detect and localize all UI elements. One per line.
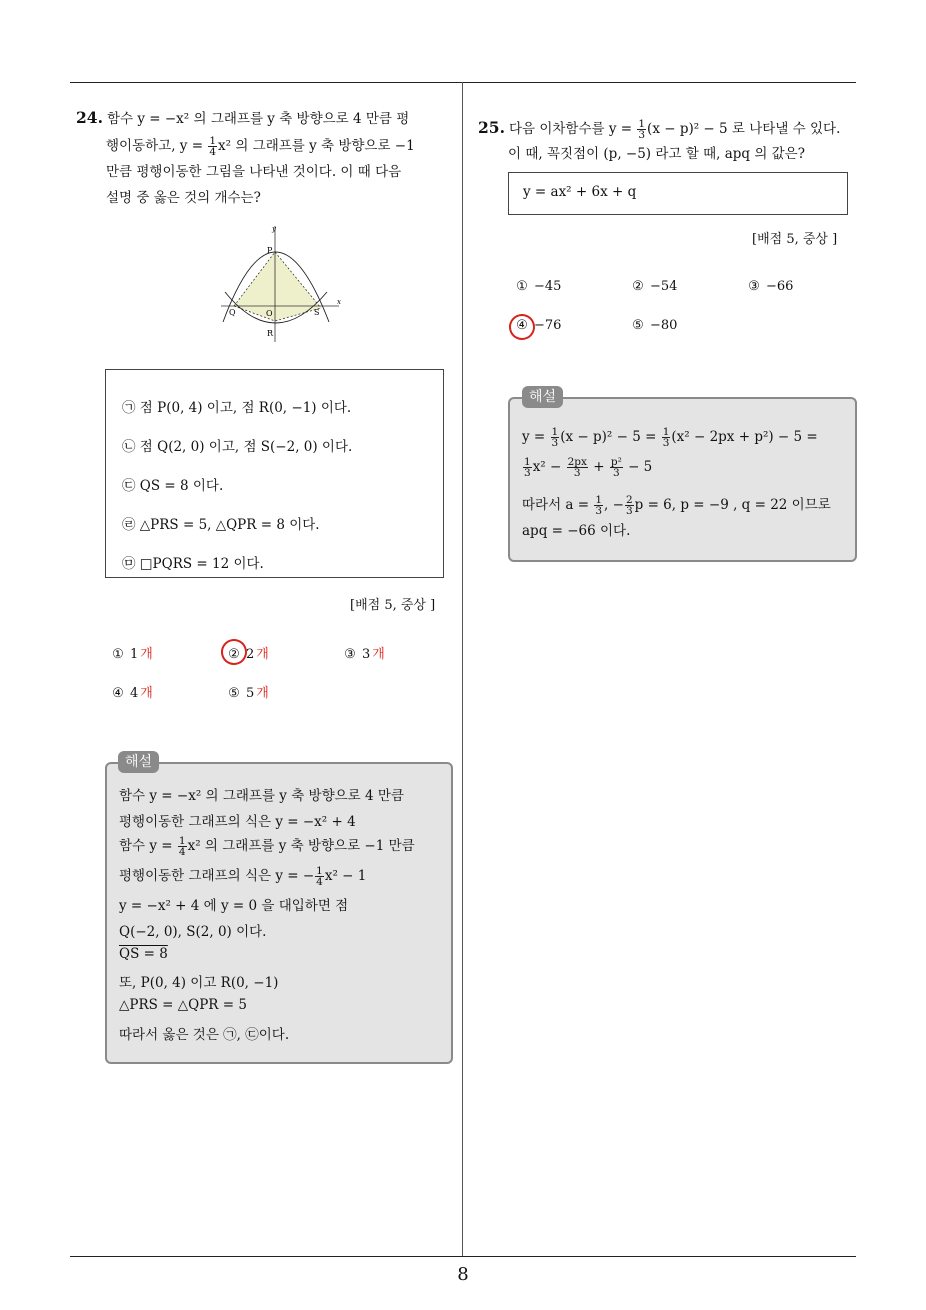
frac-numerator: 2px [567, 456, 587, 468]
sol24-line-4 [119, 864, 366, 887]
sol25-line-3 [522, 493, 831, 516]
graph-label-o: O [266, 309, 273, 318]
q24-statement-box [105, 369, 444, 578]
q24-number: 24. [76, 108, 103, 127]
frac-numerator: 2 [625, 494, 633, 506]
fraction [523, 457, 532, 478]
sol24-line-9: △PRS = △QPR = 5 [119, 997, 247, 1013]
choice-value: 4 [130, 686, 139, 701]
q24-choice-1[interactable] [110, 643, 153, 662]
q24-line-4: 설명 중 옳은 것의 개수는? [106, 190, 261, 206]
choice-value: −76 [534, 318, 562, 333]
choice-number: ⑤ [228, 686, 240, 701]
footer-rule [70, 1256, 856, 1257]
choice-value: −45 [534, 279, 562, 294]
frac-numerator: 1 [662, 426, 670, 438]
q24-difficulty: [배점 5, 중상 ] [350, 598, 436, 613]
frac-numerator: 1 [178, 835, 186, 847]
q24-text-2a: 행이동하고, y = [106, 138, 208, 154]
choice-value: −54 [650, 279, 678, 294]
choice-unit: 개 [140, 647, 153, 662]
choice-number: ③ [344, 647, 356, 662]
answer-mark-circle [218, 636, 250, 668]
fraction [625, 495, 634, 516]
sol24-line-5: y = −x² + 4 에 y = 0 을 대입하면 점 [119, 898, 349, 914]
frac-numerator: 1 [524, 456, 531, 468]
q25-number: 25. [478, 118, 505, 137]
fraction [315, 866, 324, 887]
column-divider [462, 82, 463, 1256]
text: − 5 [623, 459, 653, 475]
fraction [178, 836, 187, 857]
answer-mark-circle [506, 311, 538, 343]
q25-formula-box [508, 172, 848, 215]
q25-fraction [637, 119, 646, 140]
q25-text-1b: (x − p)² − 5 로 나타낼 수 있다. [647, 121, 841, 137]
q24-line-1 [76, 106, 409, 131]
choice-value: 3 [362, 647, 371, 662]
q25-choice-3[interactable] [746, 279, 793, 294]
choice-value: −66 [766, 279, 794, 294]
text: x² − [532, 459, 566, 475]
page-number: 8 [457, 1264, 469, 1285]
sol24-line-2: 평행이동한 그래프의 식은 y = −x² + 4 [119, 814, 356, 830]
frac-numerator: 1 [551, 426, 559, 438]
choice-unit: 개 [256, 686, 269, 701]
choice-value: 2 [246, 647, 255, 662]
frac-denominator: 3 [638, 129, 646, 141]
choice-number: ① [516, 279, 528, 294]
fraction [662, 427, 671, 448]
graph-label-q: Q [229, 308, 236, 317]
graph-label-p: P [267, 246, 273, 255]
frac-denominator: 3 [595, 505, 603, 517]
sol25-line-4: apq = −66 이다. [522, 523, 631, 539]
text: 함수 y = [119, 838, 177, 854]
fraction [610, 457, 623, 478]
q24-choice-5[interactable] [226, 682, 269, 701]
frac-numerator: 1 [316, 865, 323, 877]
fraction [567, 457, 588, 478]
statement-1: ㉠ 점 P(0, 4) 이고, 점 R(0, −1) 이다. [122, 400, 352, 416]
text: + [588, 459, 609, 475]
q24-text-1: 함수 y = −x² 의 그래프를 y 축 방향으로 4 만큼 평 [106, 111, 410, 127]
frac-denominator: 3 [625, 505, 633, 517]
q25-choice-1[interactable] [514, 279, 561, 294]
q25-formula: y = ax² + 6x + q [523, 184, 637, 200]
text: x² − 1 [324, 868, 367, 884]
fraction [594, 495, 603, 516]
graph-label-x: x [337, 298, 341, 306]
q24-solution-tag: 해설 [118, 751, 159, 773]
sol24-line-3 [119, 834, 415, 857]
statement-3: ㉢ QS = 8 이다. [122, 478, 224, 494]
choice-number: ① [112, 647, 124, 662]
q25-solution-box [508, 397, 857, 562]
choice-number: ③ [748, 279, 760, 294]
q24-choice-4[interactable] [110, 682, 153, 701]
choice-number: ④ [112, 686, 124, 701]
sol24-line-6: Q(−2, 0), S(2, 0) 이다. [119, 924, 267, 940]
statement-4: ㉣ △PRS = 5, △QPR = 8 이다. [122, 517, 320, 533]
frac-numerator: 1 [595, 494, 603, 506]
sol25-line-1 [522, 427, 818, 448]
choice-number: ④ [516, 318, 528, 333]
sol24-line-7: QS = 8 [119, 946, 168, 962]
frac-denominator: 4 [209, 146, 216, 158]
statement-2: ㉡ 점 Q(2, 0) 이고, 점 S(−2, 0) 이다. [122, 439, 353, 455]
graph-label-r: R [267, 329, 274, 338]
text: x² 의 그래프를 y 축 방향으로 −1 만큼 [187, 838, 415, 854]
q25-choice-2[interactable] [630, 279, 677, 294]
frac-numerator: 1 [209, 135, 216, 147]
q25-line-1 [478, 116, 840, 141]
text: 따라서 a = [522, 497, 594, 513]
frac-denominator: 3 [662, 437, 670, 449]
statement-5: ㉤ □PQRS = 12 이다. [122, 556, 264, 572]
choice-number: ② [228, 647, 240, 662]
fraction [551, 427, 560, 448]
text: (x² − 2px + p²) − 5 = [671, 429, 818, 445]
graph-label-y: y [272, 225, 276, 233]
q24-line-3: 만큼 평행이동한 그림을 나타낸 것이다. 이 때 다음 [106, 164, 402, 180]
frac-numerator: 1 [638, 118, 646, 130]
choice-number: ⑤ [632, 318, 644, 333]
choice-unit: 개 [140, 686, 153, 701]
choice-value: 1 [130, 647, 139, 662]
q24-text-2b: x² 의 그래프를 y 축 방향으로 −1 [218, 138, 415, 154]
frac-numerator: p² [610, 456, 622, 468]
choice-unit: 개 [372, 647, 385, 662]
sol25-line-2 [522, 457, 652, 478]
header-rule [70, 82, 856, 83]
q24-fraction [208, 136, 217, 157]
frac-denominator: 3 [524, 467, 531, 479]
q24-choice-3[interactable] [342, 643, 385, 662]
frac-denominator: 4 [178, 846, 186, 858]
q25-text-1a: 다음 이차함수를 y = [508, 121, 637, 137]
sol24-line-10: 따라서 옳은 것은 ㉠, ㉢이다. [119, 1027, 290, 1043]
q24-line-2 [106, 134, 415, 158]
choice-value: 5 [246, 686, 255, 701]
q24-graph [215, 222, 345, 347]
text: y = [522, 429, 550, 445]
text: 평행이동한 그래프의 식은 y = − [119, 868, 315, 884]
choice-unit: 개 [256, 647, 269, 662]
graph-label-s: S [314, 308, 320, 317]
q25-solution-tag: 해설 [522, 386, 563, 408]
text: (x − p)² − 5 = [560, 429, 661, 445]
q25-line-2: 이 때, 꼭짓점이 (p, −5) 라고 할 때, apq 의 값은? [508, 146, 805, 162]
frac-denominator: 4 [316, 876, 323, 888]
frac-denominator: 3 [551, 437, 559, 449]
text: , − [604, 497, 624, 513]
frac-denominator: 3 [573, 467, 581, 479]
frac-denominator: 3 [612, 467, 620, 479]
q25-difficulty: [배점 5, 중상 ] [752, 232, 838, 247]
q24-solution-box [105, 762, 453, 1064]
text: p = 6, p = −9 , q = 22 이므로 [634, 497, 831, 513]
sol24-line-8: 또, P(0, 4) 이고 R(0, −1) [119, 975, 279, 991]
sol24-line-1: 함수 y = −x² 의 그래프를 y 축 방향으로 4 만큼 [119, 788, 404, 804]
choice-number: ② [632, 279, 644, 294]
choice-value: −80 [650, 318, 678, 333]
q25-choice-5[interactable] [630, 318, 677, 333]
